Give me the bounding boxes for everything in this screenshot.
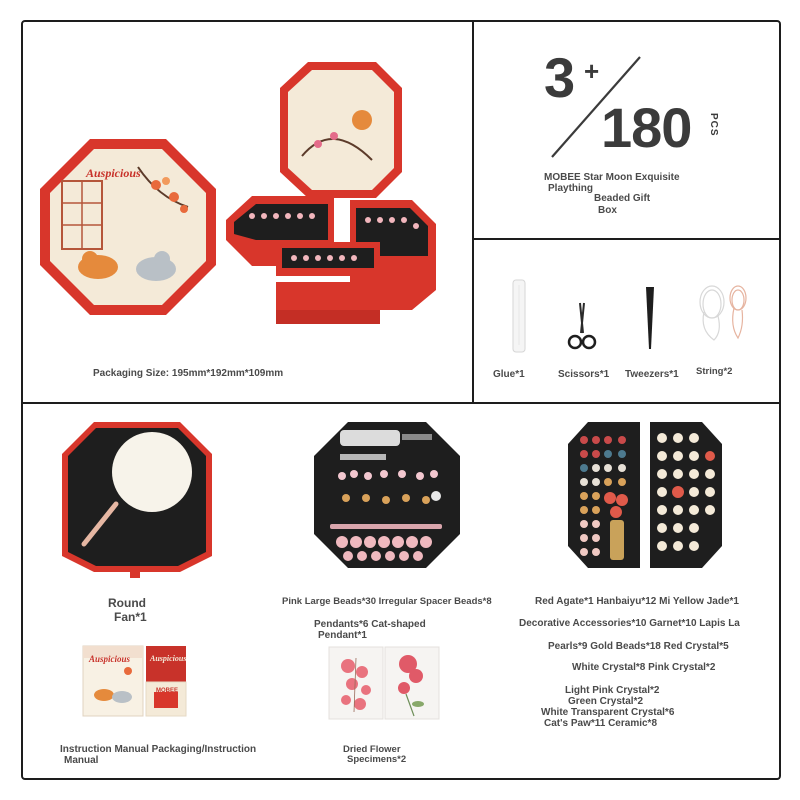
manual-label-line-1: Instruction Manual Packaging/Instruction — [60, 744, 257, 755]
right-label-4: White Crystal*8 Pink Crystal*2 — [572, 662, 716, 673]
product-name-line-3: Beaded Gift — [594, 193, 651, 204]
tool-label-scissors: Scissors*1 — [558, 369, 610, 380]
divider-horizontal-middle — [22, 402, 780, 404]
manual-label-line-2: Manual — [64, 755, 99, 766]
product-name-line-1: MOBEE Star Moon Exquisite — [544, 172, 680, 183]
tool-label-glue: Glue*1 — [493, 369, 525, 380]
right-label-5: Light Pink Crystal*2 — [565, 685, 660, 696]
beads-tray-image — [566, 420, 726, 572]
right-label-6: Green Crystal*2 — [568, 696, 644, 707]
accessories-tray-image — [312, 420, 462, 570]
booklet-brand-title: Auspicious — [89, 654, 131, 664]
hero-count-total: 180 — [601, 96, 692, 159]
middle-label-pendants-1: Pendants*6 Cat-shaped — [314, 619, 426, 630]
product-name-line-2: Plaything — [548, 183, 594, 194]
right-label-3: Pearls*9 Gold Beads*18 Red Crystal*5 — [548, 641, 729, 652]
gift-box-closed-image — [38, 137, 218, 317]
string-coil-icon — [694, 282, 754, 344]
hero-count-plus: + — [584, 56, 600, 86]
fan-label-line-1: Round — [108, 596, 146, 610]
dried-flower-pack-1-image — [328, 646, 384, 720]
hero-unit: PCS — [708, 113, 719, 137]
tool-label-tweezers: Tweezers*1 — [625, 369, 679, 380]
middle-label-pendants-2: Pendant*1 — [318, 630, 367, 641]
box-brand-title: Auspicious — [86, 166, 141, 180]
gift-box-open-image — [222, 60, 440, 326]
hero-count-big: 3 — [544, 46, 576, 109]
scissors-icon — [568, 301, 596, 351]
tool-label-string: String*2 — [696, 366, 733, 377]
middle-label-flowers-2: Specimens*2 — [347, 754, 407, 765]
right-label-8: Cat's Paw*11 Ceramic*8 — [544, 718, 658, 729]
fan-label-line-2: Fan*1 — [114, 610, 147, 624]
manual-brand-title: Auspicious — [150, 654, 187, 663]
middle-label-beads: Pink Large Beads*30 Irregular Spacer Beads*8 — [282, 596, 492, 607]
middle-label-flowers-1: Dried Flower — [343, 744, 401, 755]
right-label-2: Decorative Accessories*10 Garnet*10 Lapis La — [519, 618, 740, 629]
right-label-7: White Transparent Crystal*6 — [541, 707, 675, 718]
manual-mobee-mark: MOBEE — [156, 688, 179, 694]
product-name-line-4: Box — [598, 205, 617, 216]
right-label-1: Red Agate*1 Hanbaiyu*12 Mi Yellow Jade*1 — [535, 596, 739, 607]
dried-flower-pack-2-image — [384, 646, 440, 720]
round-fan-tray-image — [60, 420, 214, 580]
divider-vertical — [472, 21, 474, 404]
packaging-size-label: Packaging Size: 195mm*192mm*109mm — [93, 368, 284, 379]
tweezers-icon — [643, 285, 657, 351]
glue-tube-icon — [512, 279, 526, 353]
divider-horizontal-right — [473, 238, 780, 240]
